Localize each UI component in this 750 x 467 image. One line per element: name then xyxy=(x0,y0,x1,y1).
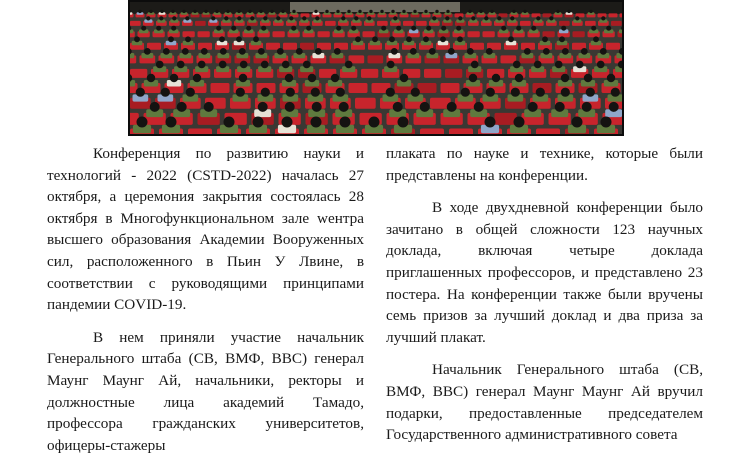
attendee-head xyxy=(282,117,293,128)
attendee-head xyxy=(501,26,506,31)
attendee-head xyxy=(160,10,163,13)
attendee-head xyxy=(445,16,449,20)
seat xyxy=(130,69,147,78)
attendee-head xyxy=(606,26,611,31)
attendee-head xyxy=(285,74,293,82)
seat xyxy=(403,21,414,26)
attendee-head xyxy=(423,36,429,42)
attendee-head xyxy=(292,10,295,13)
attendee-head xyxy=(471,61,479,69)
attendee-head xyxy=(528,102,538,112)
attendee-head xyxy=(396,26,401,31)
attendee-head xyxy=(253,117,264,128)
seat xyxy=(283,43,297,50)
attendee-head xyxy=(276,16,280,20)
paragraph-gifts: Начальник Генерального штаба (СВ, ВМФ, ВВС) генерал Маунг Маунг Ай вручил подарки, предоставленные председателем Государственного административного совета xyxy=(386,361,703,444)
attendee-head xyxy=(170,74,178,82)
attendee-head xyxy=(576,61,584,69)
seat xyxy=(585,21,596,26)
attendee-head xyxy=(447,102,457,112)
attendee-head xyxy=(424,10,427,13)
attendee-head xyxy=(146,16,150,20)
seat xyxy=(188,129,212,135)
seat xyxy=(363,31,375,37)
attendee-head xyxy=(171,26,176,31)
attendee-head xyxy=(308,74,316,82)
attendee-head xyxy=(567,10,570,13)
conference-hall-photo xyxy=(128,0,624,136)
attendee-head xyxy=(600,48,607,55)
attendee-head xyxy=(492,74,500,82)
attendee-head xyxy=(171,10,174,13)
attendee-head xyxy=(393,16,397,20)
seat xyxy=(573,31,585,37)
seat xyxy=(195,21,206,26)
attendee-head xyxy=(524,48,531,55)
attendee-head xyxy=(389,36,395,42)
seat xyxy=(543,31,555,37)
attendee-head xyxy=(224,117,235,128)
attendee-head xyxy=(440,36,446,42)
attendee-head xyxy=(215,10,218,13)
attendee-head xyxy=(448,48,455,55)
attendee-head xyxy=(163,48,170,55)
attendee-head xyxy=(204,10,207,13)
attendee-head xyxy=(149,10,152,13)
attendee-head xyxy=(186,88,195,97)
seat xyxy=(368,55,384,63)
attendee-head xyxy=(513,61,521,69)
attendee-body xyxy=(130,29,133,33)
attendee-body xyxy=(619,29,622,33)
attendee-head xyxy=(468,10,471,13)
attendee-head xyxy=(147,74,155,82)
attendee-head xyxy=(593,36,599,42)
seat xyxy=(520,21,531,26)
seat xyxy=(377,21,388,26)
attendee-head xyxy=(351,26,356,31)
attendee-head xyxy=(411,88,420,97)
attendee-head xyxy=(172,16,176,20)
attendee-head xyxy=(589,10,592,13)
attendee-head xyxy=(461,88,470,97)
attendee-head xyxy=(516,26,521,31)
attendee-head xyxy=(138,10,141,13)
attendee-head xyxy=(467,48,474,55)
seat xyxy=(361,69,378,78)
seat xyxy=(620,13,623,17)
attendee-head xyxy=(486,88,495,97)
attendee-head xyxy=(182,48,189,55)
attendee-head xyxy=(471,16,475,20)
attendee-head xyxy=(339,102,349,112)
attendee-head xyxy=(250,16,254,20)
attendee-head xyxy=(177,61,185,69)
attendee-head xyxy=(508,36,514,42)
attendee-head xyxy=(474,102,484,112)
attendee-head xyxy=(336,10,339,13)
attendee-head xyxy=(281,10,284,13)
attendee-head xyxy=(536,16,540,20)
attendee-head xyxy=(406,36,412,42)
attendee-head xyxy=(601,16,605,20)
attendee-head xyxy=(398,117,409,128)
attendee-head xyxy=(312,102,322,112)
attendee-head xyxy=(302,16,306,20)
attendee-head xyxy=(239,74,247,82)
attendee-head xyxy=(549,16,553,20)
attendee-head xyxy=(556,10,559,13)
seat xyxy=(495,113,517,125)
attendee-head xyxy=(226,10,229,13)
attendee-head xyxy=(380,10,383,13)
seat xyxy=(424,69,441,78)
attendee-head xyxy=(336,88,345,97)
attendee-head xyxy=(534,61,542,69)
seat xyxy=(418,83,437,93)
attendee-head xyxy=(512,10,515,13)
paragraph-papers-and-prizes: В ходе двухдневной конференции было зачитано в общей сложности 123 научных доклада, включая четыре доклада приглашенных профессоров, и представлено 23 постера. На конференции также были вручены семь призов за лучший доклад и два приза за лучший плакат. xyxy=(386,199,703,346)
attendee-head xyxy=(510,16,514,20)
attendee-head xyxy=(400,74,408,82)
attendee-head xyxy=(411,26,416,31)
seat xyxy=(420,129,444,135)
attendee-head xyxy=(536,88,545,97)
attendee-head xyxy=(177,102,187,112)
seat xyxy=(273,31,285,37)
attendee-head xyxy=(296,48,303,55)
attendee-head xyxy=(246,26,251,31)
seat xyxy=(325,21,336,26)
attendee-head xyxy=(435,10,438,13)
attendee-head xyxy=(134,36,140,42)
attendee-head xyxy=(219,36,225,42)
attendee-head xyxy=(609,102,619,112)
seat xyxy=(536,129,560,135)
attendee-head xyxy=(490,10,493,13)
attendee-head xyxy=(597,61,605,69)
attendee-head xyxy=(514,117,525,128)
attendee-head xyxy=(141,26,146,31)
attendee-head xyxy=(239,48,246,55)
attendee-head xyxy=(485,117,496,128)
attendee-head xyxy=(259,10,262,13)
attendee-head xyxy=(562,48,569,55)
attendee-head xyxy=(261,61,269,69)
attendee-head xyxy=(543,48,550,55)
attendee-head xyxy=(426,26,431,31)
attendee-head xyxy=(150,102,160,112)
attendee-head xyxy=(432,16,436,20)
seat xyxy=(449,129,473,135)
paragraph-participants: В нем приняли участие начальник Генерального штаба (СВ, ВМФ, ВВС) генерал Маунг Маунг Ай, начальники, ректоры и должностные лица академий Тамадо, профессора гражданских университетов, офицеры-стажеры xyxy=(47,328,364,454)
attendee-head xyxy=(224,16,228,20)
attendee-head xyxy=(216,26,221,31)
attendee-head xyxy=(391,48,398,55)
attendee-head xyxy=(331,74,339,82)
attendee-head xyxy=(413,10,416,13)
attendee-head xyxy=(258,48,265,55)
attendee-head xyxy=(391,10,394,13)
attendee-head xyxy=(219,61,227,69)
attendee-head xyxy=(402,10,405,13)
attendee-head xyxy=(561,88,570,97)
seat xyxy=(445,69,462,78)
attendee-head xyxy=(386,88,395,97)
attendee-head xyxy=(372,36,378,42)
attendee-head xyxy=(261,88,270,97)
attendee-head xyxy=(289,16,293,20)
attendee-head xyxy=(261,26,266,31)
attendee-head xyxy=(531,26,536,31)
attendee-head xyxy=(236,36,242,42)
attendee-head xyxy=(159,16,163,20)
attendee-head xyxy=(555,102,565,112)
attendee-head xyxy=(369,117,380,128)
audience-seating-image xyxy=(130,2,622,134)
attendee-head xyxy=(182,10,185,13)
article-column-right xyxy=(386,143,703,457)
attendee-head xyxy=(286,88,295,97)
seat xyxy=(211,83,230,93)
attendee-head xyxy=(515,74,523,82)
attendee-head xyxy=(607,74,615,82)
attendee-head xyxy=(584,74,592,82)
attendee-head xyxy=(340,117,351,128)
attendee-head xyxy=(311,88,320,97)
seat xyxy=(318,31,330,37)
attendee-head xyxy=(393,102,403,112)
article-column-left xyxy=(47,143,364,467)
attendee-head xyxy=(601,117,612,128)
attendee-head xyxy=(369,10,372,13)
attendee-head xyxy=(484,16,488,20)
attendee-head xyxy=(341,16,345,20)
attendee-head xyxy=(345,61,353,69)
attendee-head xyxy=(277,48,284,55)
attendee-head xyxy=(591,26,596,31)
attendee-head xyxy=(185,16,189,20)
attendee-head xyxy=(446,10,449,13)
seat xyxy=(559,21,570,26)
seat xyxy=(416,21,427,26)
seat xyxy=(468,31,480,37)
attendee-head xyxy=(270,10,273,13)
attendee-head xyxy=(381,26,386,31)
attendee-head xyxy=(291,26,296,31)
attendee-head xyxy=(497,16,501,20)
attendee-head xyxy=(253,36,259,42)
seat xyxy=(611,21,622,26)
attendee-head xyxy=(336,26,341,31)
attendee-head xyxy=(441,26,446,31)
attendee-head xyxy=(236,88,245,97)
attendee-head xyxy=(479,10,482,13)
attendee-head xyxy=(572,117,583,128)
attendee-head xyxy=(156,61,164,69)
attendee-head xyxy=(166,117,177,128)
seat xyxy=(441,83,460,93)
attendee-body xyxy=(130,12,132,15)
seat xyxy=(483,31,495,37)
attendee-head xyxy=(325,10,328,13)
seat xyxy=(198,31,210,37)
attendee-head xyxy=(137,117,148,128)
seat xyxy=(606,43,620,50)
attendee-head xyxy=(198,61,206,69)
attendee-head xyxy=(201,48,208,55)
attendee-head xyxy=(354,16,358,20)
attendee-head xyxy=(303,61,311,69)
attendee-head xyxy=(156,26,161,31)
attendee-head xyxy=(237,10,240,13)
seat xyxy=(349,83,368,93)
attendee-head xyxy=(231,26,236,31)
attendee-head xyxy=(258,102,268,112)
attendee-head xyxy=(559,36,565,42)
seat xyxy=(300,43,314,50)
attendee-head xyxy=(211,16,215,20)
attendee-head xyxy=(367,16,371,20)
attendee-head xyxy=(456,26,461,31)
attendee-head xyxy=(410,48,417,55)
attendee-head xyxy=(136,88,145,97)
attendee-head xyxy=(542,36,548,42)
attendee-head xyxy=(347,10,350,13)
attendee-head xyxy=(185,36,191,42)
attendee-head xyxy=(469,74,477,82)
attendee-head xyxy=(334,48,341,55)
attendee-head xyxy=(263,16,267,20)
attendee-head xyxy=(237,16,241,20)
attendee-head xyxy=(511,88,520,97)
attendee-head xyxy=(285,102,295,112)
attendee-head xyxy=(582,102,592,112)
attendee-head xyxy=(420,102,430,112)
attendee-head xyxy=(458,16,462,20)
seat xyxy=(609,13,618,17)
attendee-head xyxy=(387,61,395,69)
attendee-head xyxy=(457,36,463,42)
attendee-head xyxy=(193,74,201,82)
attendee-head xyxy=(204,102,214,112)
attendee-head xyxy=(220,48,227,55)
attendee-head xyxy=(161,88,170,97)
attendee-head xyxy=(315,48,322,55)
attendee-head xyxy=(561,26,566,31)
attendee-head xyxy=(486,48,493,55)
attendee-head xyxy=(168,36,174,42)
paragraph-conference-opening: Конференция по развитию науки и технологий - 2022 (CSTD-2022) началась 27 октября, а церемония закрытия состоялась 28 октября в Многофункциональном зале wентра высшего образования Академии Вооруженных сил, расположенного в Пьин У Лвине, в соответствии с руководящими принципами пандемии COVID-19. xyxy=(47,145,364,314)
seat xyxy=(266,43,280,50)
attendee-head xyxy=(311,117,322,128)
seat xyxy=(183,31,195,37)
attendee-head xyxy=(282,61,290,69)
attendee-head xyxy=(248,10,251,13)
attendee-head xyxy=(355,36,361,42)
attendee-head xyxy=(581,48,588,55)
attendee-head xyxy=(611,88,620,97)
attendee-head xyxy=(575,16,579,20)
attendee-head xyxy=(586,88,595,97)
paragraph-poster-continuation: плаката по науке и технике, которые были представлены на конференции. xyxy=(386,145,703,184)
seat xyxy=(355,98,376,109)
seat xyxy=(130,21,141,26)
attendee-head xyxy=(315,16,319,20)
attendee-head xyxy=(358,10,361,13)
attendee-head xyxy=(240,61,248,69)
attendee-head xyxy=(561,74,569,82)
attendee-head xyxy=(314,10,317,13)
attendee-head xyxy=(429,48,436,55)
attendee-head xyxy=(555,61,563,69)
attendee-head xyxy=(144,48,151,55)
attendee-head xyxy=(523,10,526,13)
attendee-head xyxy=(306,26,311,31)
attendee-head xyxy=(193,10,196,13)
